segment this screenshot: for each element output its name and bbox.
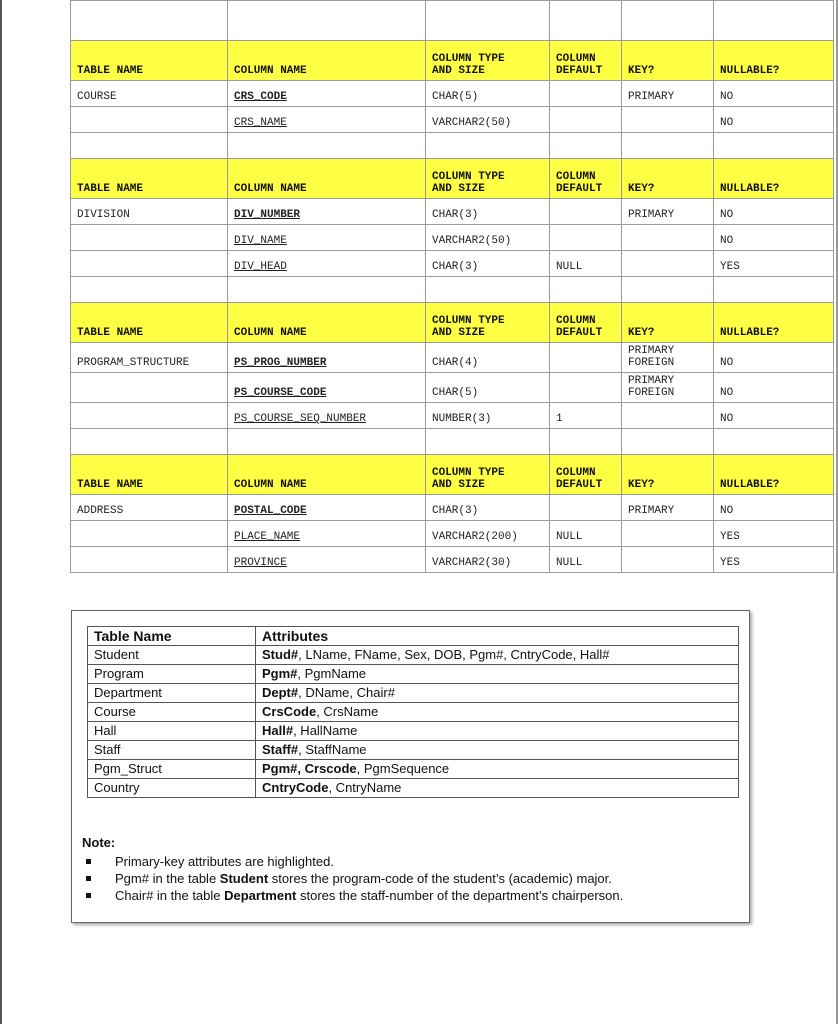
page-left-border: [0, 0, 2, 1024]
list-item: Chair# in the table Department stores the staff-number of the department’s chairperson.: [82, 887, 732, 904]
header-row: TABLE NAME COLUMN NAME COLUMN TYPE AND SIZE COLUMN DEFAULT KEY? NULLABLE?: [71, 303, 834, 343]
list-item: Primary-key attributes are highlighted.: [82, 853, 732, 870]
schema-row: Program Pgm#, PgmName: [88, 665, 739, 684]
notes-title: Note:: [82, 835, 116, 850]
table-row: DIV_NAME VARCHAR2(50) NO: [71, 225, 834, 251]
header-row: TABLE NAME COLUMN NAME COLUMN TYPE AND SIZE COLUMN DEFAULT KEY? NULLABLE?: [71, 455, 834, 495]
table-row: PS_COURSE_CODE CHAR(5) PRIMARY FOREIGN NO: [71, 373, 834, 403]
schema-row: Department Dept#, DName, Chair#: [88, 684, 739, 703]
header-nullable: NULLABLE?: [714, 41, 834, 81]
bullet-icon: [86, 859, 91, 864]
spacer-row: [71, 429, 834, 455]
header-column-type: COLUMN TYPE AND SIZE: [426, 41, 550, 81]
table-row: PS_COURSE_SEQ_NUMBER NUMBER(3) 1 NO: [71, 403, 834, 429]
bullet-icon: [86, 876, 91, 881]
schema-header-table-name: Table Name: [88, 627, 256, 646]
data-dictionary-table: [70, 0, 834, 573]
notes-list: [82, 853, 732, 904]
schema-row: Country CntryCode, CntryName: [88, 779, 739, 798]
table-row: COURSE CRS_CODE CHAR(5) PRIMARY NO: [71, 81, 834, 107]
header-column-name: COLUMN NAME: [228, 41, 426, 81]
header-table-name: TABLE NAME: [71, 41, 228, 81]
spacer-row: [71, 133, 834, 159]
table-row: DIV_HEAD CHAR(3) NULL YES: [71, 251, 834, 277]
schema-row: Pgm_Struct Pgm#, Crscode, PgmSequence: [88, 760, 739, 779]
schema-row: Staff Staff#, StaffName: [88, 741, 739, 760]
schema-row: Student Stud#, LName, FName, Sex, DOB, Pgm#, CntryCode, Hall#: [88, 646, 739, 665]
schema-row: Hall Hall#, HallName: [88, 722, 739, 741]
schema-header-row: [88, 627, 739, 646]
spacer-row: [71, 277, 834, 303]
header-row: [71, 41, 834, 81]
table-row: DIVISION DIV_NUMBER CHAR(3) PRIMARY NO: [71, 199, 834, 225]
table-row: ADDRESS POSTAL_CODE CHAR(3) PRIMARY NO: [71, 495, 834, 521]
spacer-row: [71, 1, 834, 41]
table-row: PROVINCE VARCHAR2(30) NULL YES: [71, 547, 834, 573]
schema-row: Course CrsCode, CrsName: [88, 703, 739, 722]
schema-header-attributes: Attributes: [256, 627, 739, 646]
bullet-icon: [86, 893, 91, 898]
schema-figure: [71, 610, 750, 923]
schema-table: [87, 626, 739, 798]
table-row: PLACE_NAME VARCHAR2(200) NULL YES: [71, 521, 834, 547]
list-item: Pgm# in the table Student stores the program-code of the student’s (academic) major.: [82, 870, 732, 887]
header-key: KEY?: [622, 41, 714, 81]
table-row: CRS_NAME VARCHAR2(50) NO: [71, 107, 834, 133]
notes-section: [82, 835, 732, 904]
header-column-default: COLUMN DEFAULT: [550, 41, 622, 81]
table-row: PROGRAM_STRUCTURE PS_PROG_NUMBER CHAR(4) PRIMARY FOREIGN NO: [71, 343, 834, 373]
header-row: TABLE NAME COLUMN NAME COLUMN TYPE AND SIZE COLUMN DEFAULT KEY? NULLABLE?: [71, 159, 834, 199]
